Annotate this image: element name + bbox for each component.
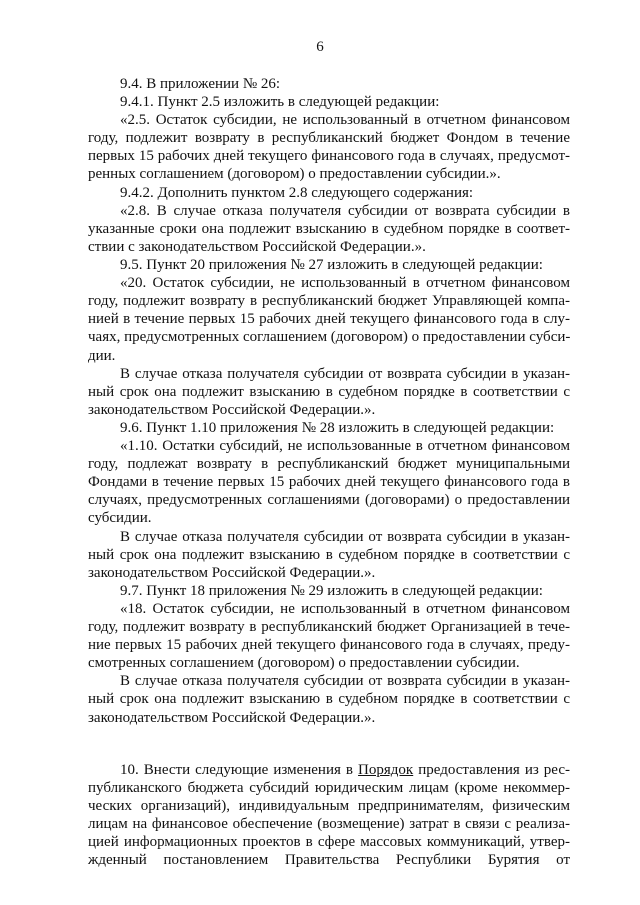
- text-line: 9.4.2. Дополнить пунктом 2.8 следующего содержания:: [120, 185, 474, 201]
- text-line: ный срок она подлежит взысканию в судебном порядке в соответствии с: [88, 384, 570, 400]
- text-line: чаях, предусмотренных соглашением (договором) о предоставлении субси-: [88, 329, 571, 345]
- text-line: публиканского бюджета субсидий юридическим лицам (кроме некоммер-: [88, 780, 570, 796]
- text-line: дии.: [88, 348, 116, 364]
- text-line: году, подлежит возврату в республиканский бюджет Фондом в течение: [88, 130, 570, 146]
- text-line: ние первых 15 рабочих дней текущего финансового года в случаях, преду-: [88, 637, 570, 653]
- text-line-post: предоставления из рес-: [413, 762, 570, 778]
- text-line: В случае отказа получателя субсидии от возврата субсидии в указан-: [120, 529, 570, 545]
- text-line: В случае отказа получателя субсидии от возврата субсидии в указан-: [120, 673, 570, 689]
- text-line: законодательством Российской Федерации.».: [88, 402, 376, 418]
- text-line: году, подлежит возврату в республиканский бюджет Организацией в тече-: [88, 619, 570, 635]
- text-line: Фондами в течение первых 15 рабочих дней текущего финансового года в: [88, 474, 570, 490]
- text-line: 9.6. Пункт 1.10 приложения № 28 изложить в следующей редакции:: [120, 420, 555, 436]
- text-line: ческих организаций), индивидуальным предпринимателям, физическим: [88, 798, 570, 814]
- text-line: «20. Остаток субсидии, не использованный в отчетном финансовом: [120, 275, 570, 291]
- text-line: 9.4.1. Пункт 2.5 изложить в следующей редакции:: [120, 94, 440, 110]
- text-line: году, подлежит возврату в республиканский бюджет Управляющей компа-: [88, 293, 570, 309]
- text-line: 9.7. Пункт 18 приложения № 29 изложить в следующей редакции:: [120, 583, 543, 599]
- text-line: В случае отказа получателя субсидии от возврата субсидии в указан-: [120, 366, 570, 382]
- text-line: жденный постановлением Правительства Республики Бурятия от: [88, 852, 570, 868]
- text-line: ный срок она подлежит взысканию в судебном порядке в соответствии с: [88, 547, 570, 563]
- text-line: случаях, предусмотренных соглашениями (договорами) о предоставлении: [88, 492, 570, 508]
- text-line: указанные сроки она подлежит взысканию в судебном порядке в соответ-: [88, 221, 570, 237]
- text-line: субсидии.: [88, 510, 152, 526]
- text-line: 9.5. Пункт 20 приложения № 27 изложить в следующей редакции:: [120, 257, 543, 273]
- text-line-pre: 10. Внести следующие изменения в: [120, 762, 359, 778]
- text-line: первых 15 рабочих дней текущего финансового года в случаях, предусмот-: [88, 148, 570, 164]
- text-line: [120, 761, 570, 779]
- text-line: «2.8. В случае отказа получателя субсидии от возврата субсидии в: [120, 203, 570, 219]
- text-line: 9.4. В приложении № 26:: [120, 76, 281, 92]
- text-line: ствии с законодательством Российской Федерации.».: [88, 239, 426, 255]
- poryadok-link[interactable]: Порядок: [358, 762, 414, 778]
- text-line: «2.5. Остаток субсидии, не использованный в отчетном финансовом: [120, 112, 570, 128]
- text-line: цией информационных проектов в сфере массовых коммуникаций, утвер-: [88, 834, 570, 850]
- text-line: ный срок она подлежит взысканию в судебном порядке в соответствии с: [88, 691, 570, 707]
- text-line: лицам на финансовое обеспечение (возмещение) затрат в связи с реализа-: [88, 816, 570, 832]
- text-line: нией в течение первых 15 рабочих дней текущего финансового года в слу-: [88, 311, 570, 327]
- text-line: ренных соглашением (договором) о предоставлении субсидии.».: [88, 166, 501, 182]
- page-number: 6: [316, 39, 324, 55]
- text-line: «18. Остаток субсидии, не использованный в отчетном финансовом: [120, 601, 570, 617]
- text-line: смотренных соглашением (договором) о предоставлении субсидии.: [88, 655, 520, 671]
- text-line: «1.10. Остатки субсидий, не использованные в отчетном финансовом: [120, 438, 570, 454]
- text-line: законодательством Российской Федерации.».: [88, 710, 376, 726]
- text-line: законодательством Российской Федерации.».: [88, 565, 376, 581]
- text-line: году, подлежат возврату в республиканский бюджет муниципальными: [88, 456, 570, 472]
